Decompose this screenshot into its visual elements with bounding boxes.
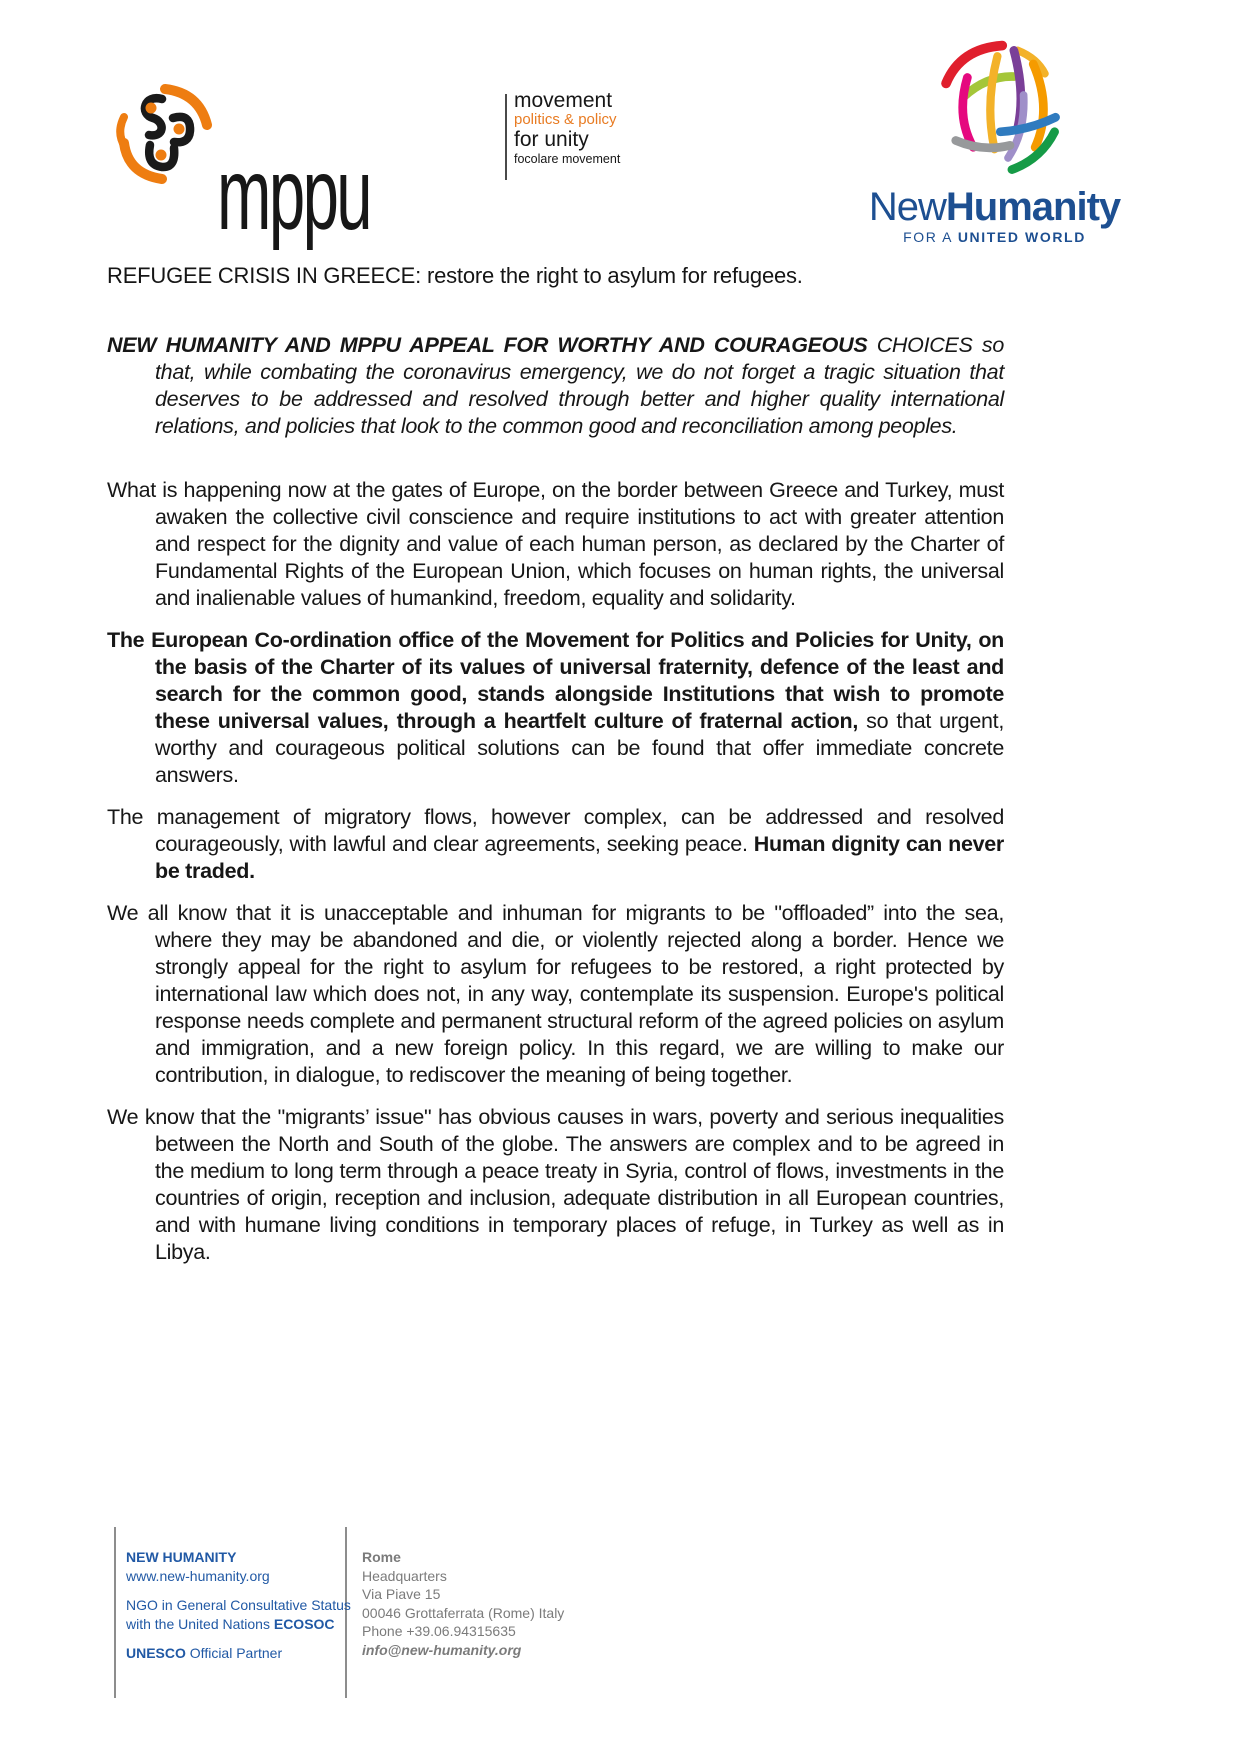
footer-line [362, 1641, 662, 1660]
paragraphs-container [107, 332, 1004, 1266]
mppu-wordmark: mppu [217, 137, 371, 251]
text-segment: info@new-humanity.org [362, 1641, 522, 1658]
document-body [107, 263, 1004, 1281]
footer-right-column [362, 1548, 662, 1659]
new-humanity-tagline-united-world: UNITED WORLD [957, 229, 1086, 245]
body-paragraph [107, 477, 1004, 612]
footer-line [126, 1548, 336, 1567]
footer-divider-line-left [114, 1527, 116, 1698]
text-segment: CHOICES so that, while combating the coronavirus emergency, we do not forget a tragic situation that deserves to be addressed and resolved through better and higher quality international relations, and policies that look to the common good and reconciliation among peoples. [155, 333, 1004, 438]
text-segment: We all know that it is unacceptable and inhuman for migrants to be "offloaded” into the sea, where they may be abandoned and die, or violently rejected along a border. Hence we strongly appeal for the right to asylum for refugees to be restored, a right protected by international law which does not, in any way, contemplate its suspension. Europe's political response needs complete and permanent structural reform of the agreed policies on asylum and immigration, and a new foreign policy. In this regard, we are willing to make our contribution, in dialogue, to rediscover the meaning of being together. [107, 901, 1004, 1087]
footer-line [126, 1596, 351, 1615]
text-segment: Official Partner [185, 1645, 283, 1661]
footer-line [126, 1644, 336, 1663]
text-segment: UNESCO [126, 1645, 186, 1661]
new-humanity-wordmark [862, 186, 1127, 228]
new-humanity-tagline [862, 229, 1127, 245]
new-humanity-word-new: New [868, 185, 946, 229]
text-segment: ECOSOC [273, 1616, 335, 1632]
text-segment: Via Piave 15 [362, 1586, 441, 1602]
mppu-tagline-focolare: focolare movement [514, 152, 621, 166]
text-segment: What is happening now at the gates of Europe, on the border between Greece and Turkey, must awaken the collective civil conscience and require institutions to act with greater attention and respect for the dignity and value of each human person, as declared by the Charter of Fundamental Rights of the European Union, which focuses on human rights, the universal and inalienable values of humankind, freedom, equality and solidarity. [107, 478, 1004, 610]
footer-line [362, 1585, 662, 1604]
footer-line [126, 1567, 336, 1586]
globe-icon [917, 34, 1072, 186]
text-segment: 00046 Grottaferrata (Rome) Italy [362, 1604, 565, 1621]
text-segment: NEW HUMANITY AND MPPU APPEAL FOR WORTHY AND COURAGEOUS [107, 333, 877, 357]
text-segment: Rome [362, 1549, 401, 1565]
text-segment: NGO in General Consultative Status [126, 1597, 351, 1613]
text-segment: Phone +39.06.94315635 [362, 1623, 516, 1639]
text-segment: The management of migratory flows, however complex, can be addressed and resolved courageously, with lawful and clear agreements, seeking peace. [107, 805, 1004, 856]
mppu-tagline-for-unity: for unity [514, 128, 589, 151]
footer-line [362, 1567, 662, 1586]
new-humanity-word-humanity: Humanity [945, 185, 1121, 229]
footer-line [362, 1548, 662, 1567]
document-title: REFUGEE CRISIS IN GREECE: restore the right to asylum for refugees. [107, 263, 803, 288]
body-paragraph [107, 627, 1004, 789]
text-segment: The European Co-ordination office of the Movement for Politics and Policies for Unity, on the basis of the Charter of its values of universal fraternity, defence of the least and search for the common good, stands alongside Institutions that wish to promote these universal values, through a heartfelt culture of fraternal action, [107, 628, 1004, 733]
body-paragraph [107, 804, 1004, 885]
text-segment: so that urgent, worthy and courageous political solutions can be found that offer immediate concrete answers. [155, 709, 1004, 787]
mppu-tagline-politics-policy: politics & policy [514, 111, 617, 128]
text-segment: www.new-humanity.org [126, 1568, 270, 1584]
text-segment: Headquarters [362, 1567, 447, 1584]
mppu-icon [113, 82, 218, 187]
footer-left-column [126, 1548, 351, 1663]
mppu-divider-line [505, 94, 507, 180]
footer-line [362, 1622, 662, 1641]
text-segment: Human dignity can never be traded. [155, 832, 1004, 883]
text-segment: NEW HUMANITY [126, 1549, 237, 1565]
text-segment: We know that the "migrants’ issue" has obvious causes in wars, poverty and serious inequalities between the North and South of the globe. The answers are complex and to be agreed in the medium to long term through a peace treaty in Syria, control of flows, investments in the countries of origin, reception and inclusion, adequate distribution in all European countries, and with humane living conditions in temporary places of refuge, in Turkey as well as in Libya. [107, 1105, 1004, 1264]
new-humanity-logo [862, 34, 1127, 245]
mppu-tagline-movement: movement [514, 89, 613, 112]
footer-line [126, 1615, 336, 1634]
footer-line [362, 1604, 662, 1623]
text-segment: with the United Nations [126, 1616, 274, 1632]
mppu-tagline [514, 90, 620, 168]
new-humanity-tagline-for-a: FOR A [903, 229, 958, 245]
body-paragraph [107, 1104, 1004, 1266]
body-paragraph [107, 900, 1004, 1089]
body-paragraph [107, 332, 1004, 440]
